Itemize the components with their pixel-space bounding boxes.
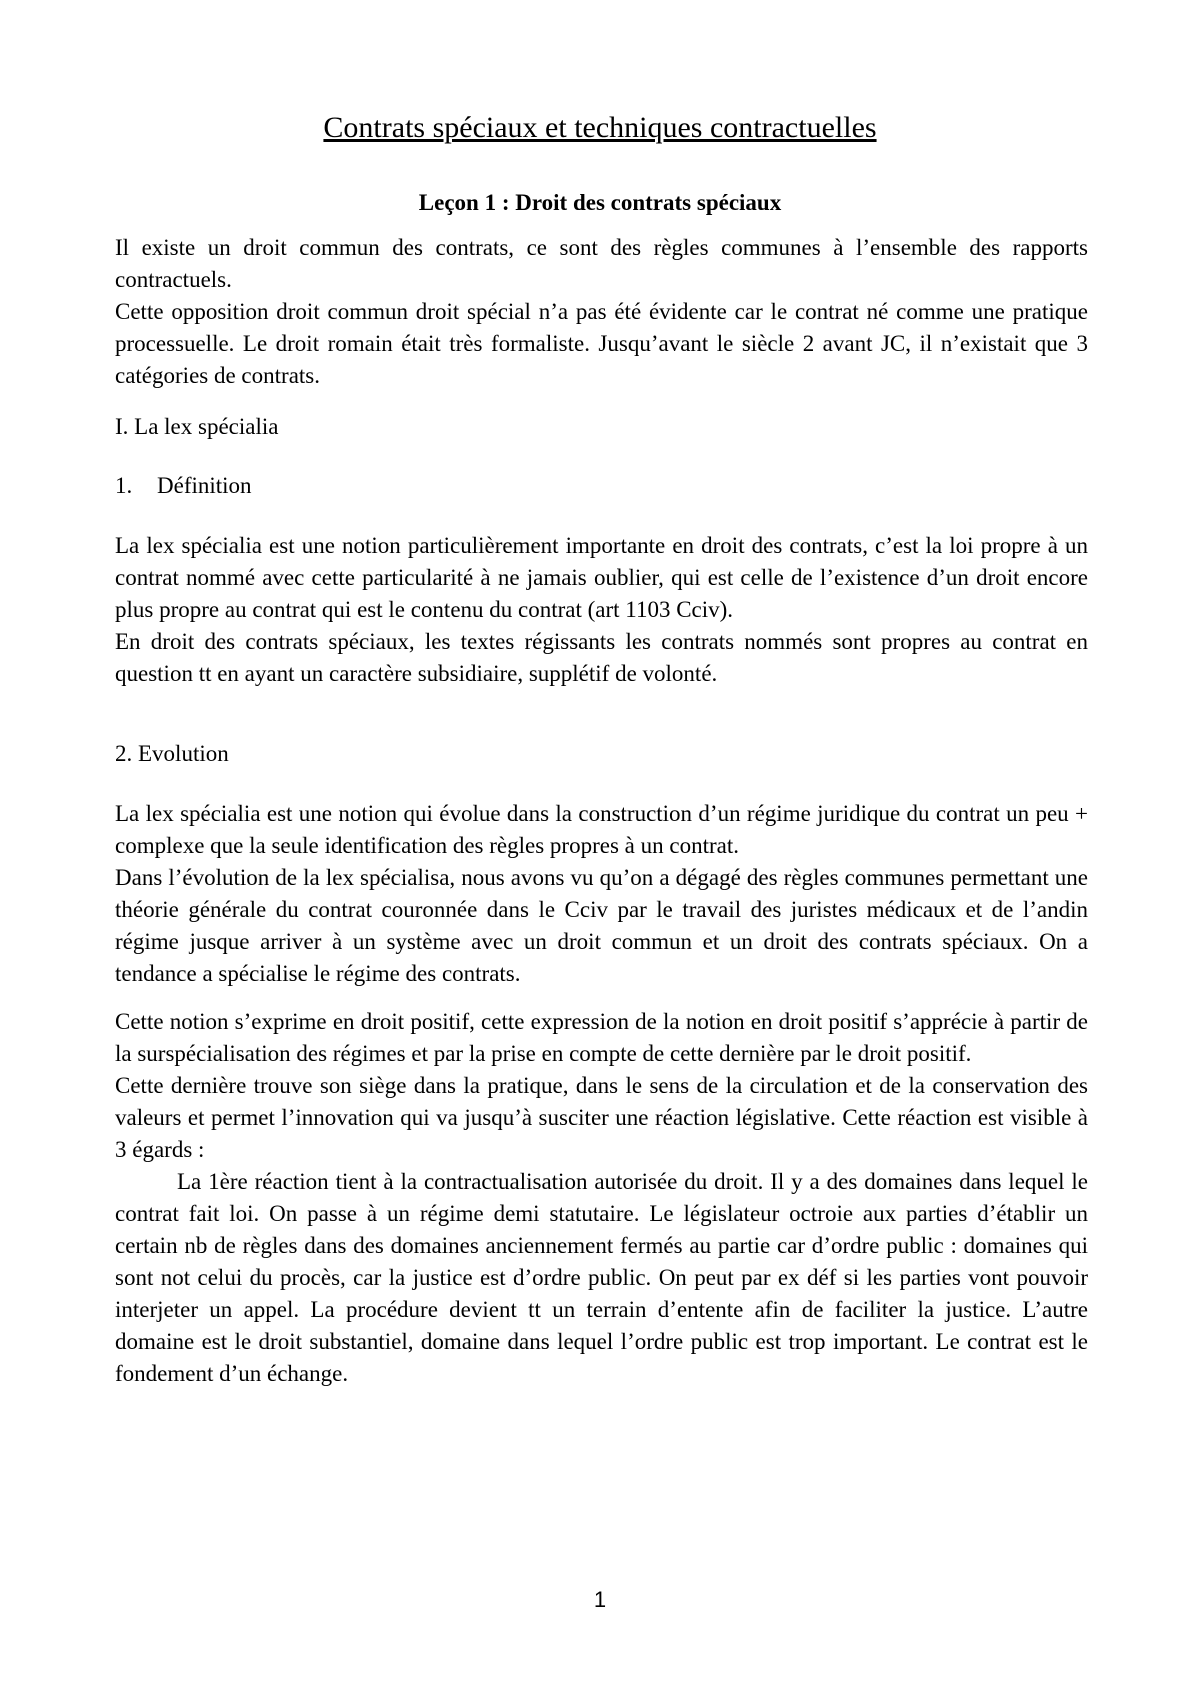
- evolution-paragraph: Cette notion s’exprime en droit positif, cette expression de la notion en droit positif s’apprécie à partir de la surspécialisation des régimes et par la prise en compte de cette dernière par le droit positif.: [115, 1009, 1088, 1066]
- section-heading: I. La lex spécialia: [115, 414, 279, 439]
- intro-paragraph: Il existe un droit commun des contrats, ce sont des règles communes à l’ensemble des rapports contractuels.: [115, 235, 1088, 292]
- intro-paragraph: Cette opposition droit commun droit spécial n’a pas été évidente car le contrat né comme une pratique processuelle. Le droit romain était très formaliste. Jusqu’avant le siècle 2 avant JC, il n’existait que 3 catégories de contrats.: [115, 299, 1088, 388]
- evolution-paragraph: La lex spécialia est une notion qui évolue dans la construction d’un régime juridique du contrat un peu + complexe que la seule identification des règles propres à un contrat.: [115, 801, 1088, 858]
- definition-block: [115, 530, 1088, 690]
- subsection-heading-definition: [115, 470, 252, 502]
- intro-block: [115, 232, 1088, 392]
- evolution-block-b: [115, 1006, 1088, 1390]
- evolution-paragraph: Cette dernière trouve son siège dans la pratique, dans le sens de la circulation et de la conservation des valeurs et permet l’innovation qui va jusqu’à susciter une réaction législative. Cette réaction est visible à 3 égards :: [115, 1073, 1088, 1162]
- evolution-paragraph: Dans l’évolution de la lex spécialisa, nous avons vu qu’on a dégagé des règles communes permettant une théorie générale du contrat couronnée dans le Cciv par le travail des juristes médicaux et de l’andin régime jusque arriver à un système avec un droit commun et un droit des contrats spéciaux. On a tendance a spécialise le régime des contrats.: [115, 865, 1088, 986]
- subsection-number: 1.: [115, 473, 133, 498]
- definition-paragraph: La lex spécialia est une notion particulièrement importante en droit des contrats, c’est la loi propre à un contrat nommé avec cette particularité à ne jamais oublier, qui est celle de l’existence d’un droit encore plus propre au contrat qui est le contenu du contrat (art 1103 Cciv).: [115, 533, 1088, 622]
- subsection-heading-evolution: 2. Evolution: [115, 741, 229, 766]
- document-title: Contrats spéciaux et techniques contractuelles: [323, 111, 877, 144]
- reaction-paragraph: La 1ère réaction tient à la contractualisation autorisée du droit. Il y a des domaines dans lequel le contrat fait loi. On passe à un régime demi statutaire. Le législateur octroie aux parties d’établir un certain nb de règles dans des domaines anciennement fermés au partie car d’ordre public : domaines qui sont not celui du procès, car la justice est d’ordre public. On peut par ex déf si les parties vont pouvoir interjeter un appel. La procédure devient tt un terrain d’entente afin de faciliter la justice. L’autre domaine est le droit substantiel, domaine dans lequel l’ordre public est trop important. Le contrat est le fondement d’un échange.: [115, 1169, 1088, 1386]
- page-number: 1: [593, 1587, 607, 1612]
- subsection-title: Définition: [157, 473, 252, 498]
- definition-paragraph: En droit des contrats spéciaux, les textes régissants les contrats nommés sont propres au contrat en question tt en ayant un caractère subsidiaire, supplétif de volonté.: [115, 629, 1088, 686]
- evolution-block-a: [115, 798, 1088, 990]
- lesson-subtitle: Leçon 1 : Droit des contrats spéciaux: [418, 190, 782, 215]
